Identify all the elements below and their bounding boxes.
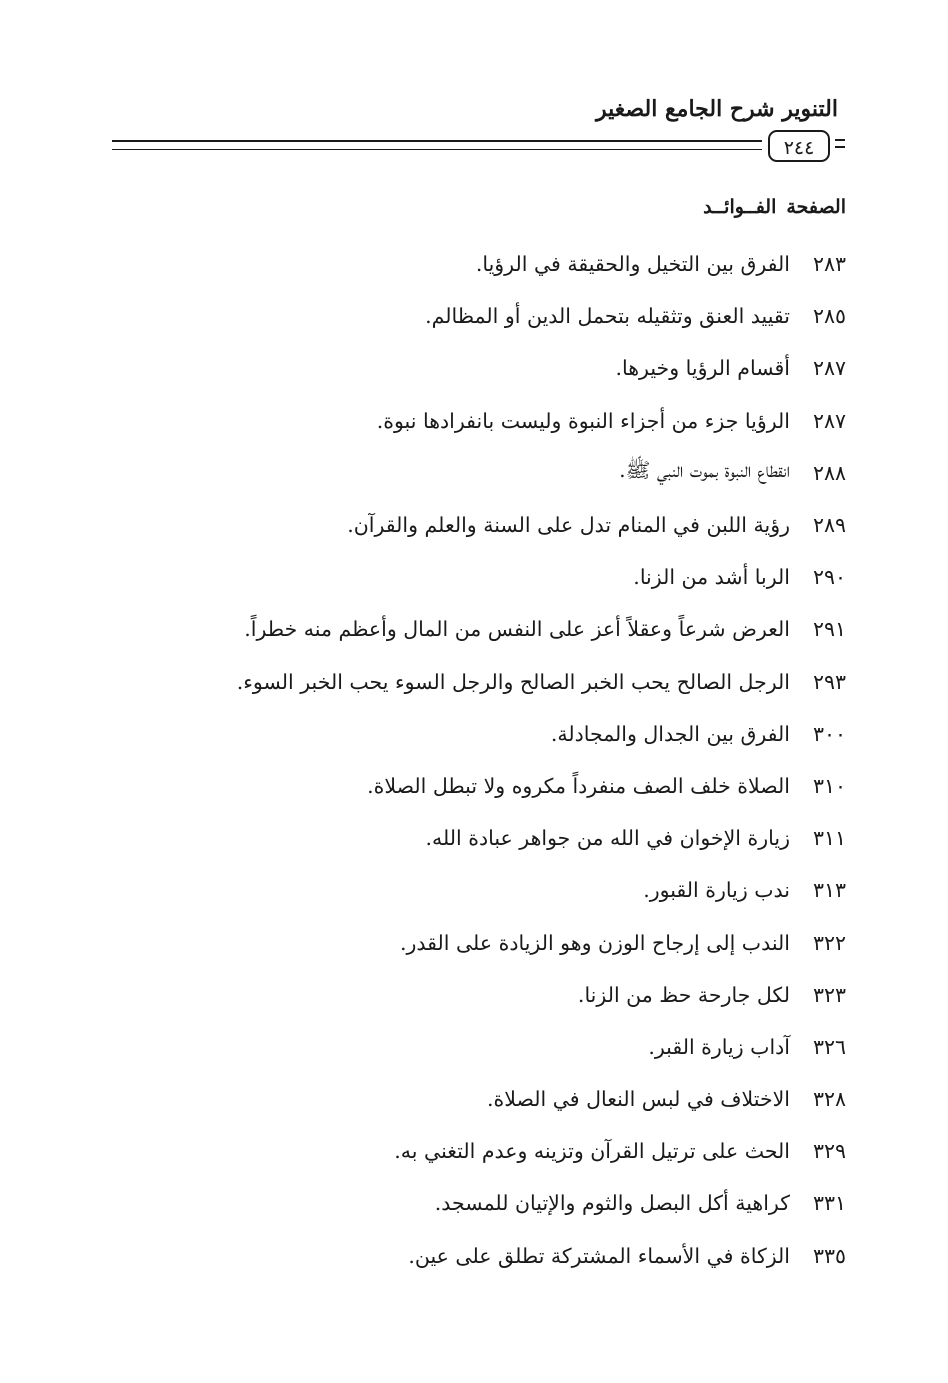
index-entry bbox=[6, 1073, 846, 1125]
column-header bbox=[703, 196, 846, 218]
index-entry bbox=[6, 238, 846, 290]
entry-topic: آداب زيارة القبر. bbox=[648, 1034, 790, 1059]
page-number: ٢٤٤ bbox=[768, 130, 830, 162]
entry-page-number: ٣١٣ bbox=[812, 878, 846, 903]
column-topic-label: الفــوائــد bbox=[703, 196, 777, 218]
entry-topic: الرجل الصالح يحب الخبر الصالح والرجل السوء يحب الخبر السوء. bbox=[236, 669, 790, 694]
entry-page-number: ٣٢٦ bbox=[812, 1034, 846, 1059]
entry-topic: الفرق بين الجدال والمجادلة. bbox=[550, 721, 790, 746]
entry-page-number: ٣٢٣ bbox=[812, 982, 846, 1007]
entry-page-number: ٢٩٣ bbox=[812, 669, 846, 694]
entry-topic: ندب زيارة القبور. bbox=[643, 878, 790, 903]
entry-page-number: ٢٩١ bbox=[812, 617, 846, 642]
index-entry bbox=[6, 342, 846, 394]
index-entry bbox=[6, 290, 846, 342]
index-entry bbox=[6, 1021, 846, 1073]
entry-topic: الحث على ترتيل القرآن وتزينه وعدم التغني به. bbox=[394, 1139, 790, 1164]
index-entry bbox=[6, 603, 846, 655]
entry-page-number: ٣١١ bbox=[812, 826, 846, 851]
entry-topic: الزكاة في الأسماء المشتركة تطلق على عين. bbox=[408, 1243, 790, 1268]
book-title: التنوير شرح الجامع الصغير bbox=[596, 96, 838, 122]
entry-topic: الاختلاف في لبس النعال في الصلاة. bbox=[486, 1087, 790, 1112]
index-entry bbox=[6, 656, 846, 708]
entry-topic: رؤية اللبن في المنام تدل على السنة والعلم والقرآن. bbox=[347, 513, 790, 538]
index-entry bbox=[6, 708, 846, 760]
index-entry bbox=[6, 395, 846, 447]
page-number-ornament bbox=[835, 139, 845, 148]
header-double-rule bbox=[112, 140, 762, 150]
entry-page-number: ٢٨٧ bbox=[812, 356, 846, 381]
index-entry bbox=[6, 1125, 846, 1177]
entry-topic: الربا أشد من الزنا. bbox=[633, 565, 790, 590]
entry-topic: أقسام الرؤيا وخيرها. bbox=[615, 356, 790, 381]
entry-topic: انقطاع النبوة بموت النبي ﷺ. bbox=[619, 457, 790, 482]
index-entry bbox=[6, 916, 846, 968]
entry-page-number: ٣٢٩ bbox=[812, 1139, 846, 1164]
entry-topic: الندب إلى إرجاح الوزن وهو الزيادة على القدر. bbox=[399, 930, 790, 955]
entry-topic: كراهية أكل البصل والثوم والإتيان للمسجد. bbox=[434, 1191, 790, 1216]
entry-page-number: ٢٨٧ bbox=[812, 408, 846, 433]
entry-topic: الفرق بين التخيل والحقيقة في الرؤيا. bbox=[475, 252, 790, 277]
entry-page-number: ٣٢٨ bbox=[812, 1087, 846, 1112]
entry-topic: الصلاة خلف الصف منفرداً مكروه ولا تبطل الصلاة. bbox=[367, 773, 790, 798]
index-entry bbox=[6, 551, 846, 603]
entry-topic: لكل جارحة حظ من الزنا. bbox=[577, 982, 790, 1007]
index-entry bbox=[6, 447, 846, 499]
index-entry bbox=[6, 864, 846, 916]
entry-page-number: ٣٠٠ bbox=[812, 721, 846, 746]
entry-topic: تقييد العنق وتثقيله بتحمل الدين أو المظالم. bbox=[425, 304, 790, 329]
entry-page-number: ٢٨٣ bbox=[812, 252, 846, 277]
entry-page-number: ٢٨٨ bbox=[812, 460, 846, 485]
entry-page-number: ٣٣٥ bbox=[812, 1243, 846, 1268]
index-entry bbox=[6, 1230, 846, 1282]
entry-topic: العرض شرعاً وعقلاً أعز على النفس من المال وأعظم منه خطراً. bbox=[244, 617, 790, 642]
entry-topic: الرؤيا جزء من أجزاء النبوة وليست بانفرادها نبوة. bbox=[376, 408, 790, 433]
index-list bbox=[6, 238, 846, 1282]
entry-page-number: ٣٢٢ bbox=[812, 930, 846, 955]
index-entry bbox=[6, 812, 846, 864]
index-entry bbox=[6, 760, 846, 812]
index-entry bbox=[6, 1177, 846, 1229]
entry-page-number: ٢٨٥ bbox=[812, 304, 846, 329]
entry-topic: زيارة الإخوان في الله من جواهر عبادة الله. bbox=[425, 826, 790, 851]
entry-page-number: ٢٩٠ bbox=[812, 565, 846, 590]
index-entry bbox=[6, 969, 846, 1021]
index-entry bbox=[6, 499, 846, 551]
entry-page-number: ٣٣١ bbox=[812, 1191, 846, 1216]
entry-page-number: ٣١٠ bbox=[812, 773, 846, 798]
entry-page-number: ٢٨٩ bbox=[812, 513, 846, 538]
column-page-label: الصفحة bbox=[786, 196, 846, 218]
